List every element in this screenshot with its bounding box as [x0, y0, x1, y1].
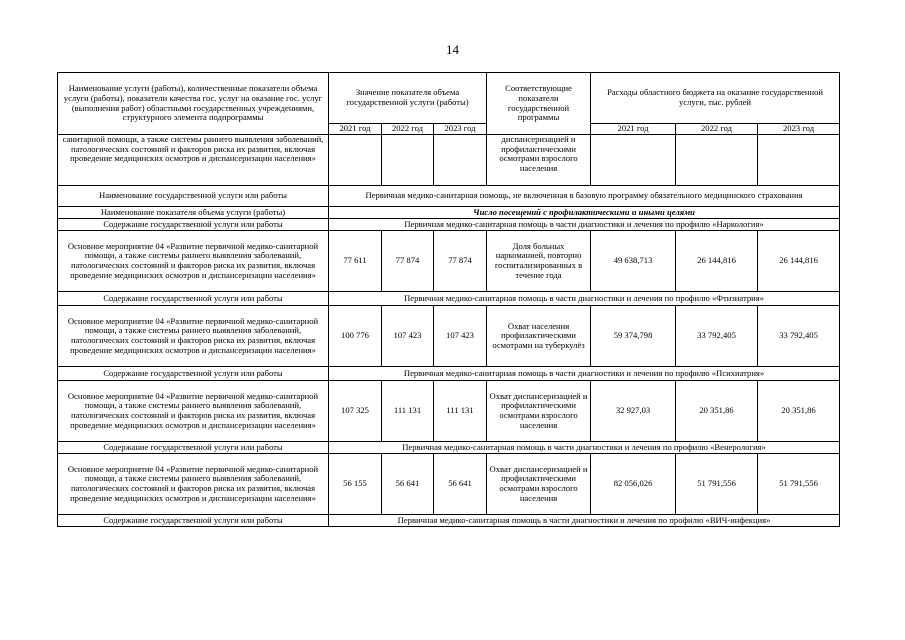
value-2023: 107 423 [434, 306, 487, 367]
indicator-name-row [58, 207, 840, 219]
event-row [58, 231, 840, 292]
empty-cell [329, 135, 382, 186]
content-row [58, 367, 840, 381]
value-2022: 56 641 [382, 454, 434, 515]
header-program-cell: Соответствующие показатели государственной программы [487, 73, 591, 135]
budget-table [57, 72, 840, 527]
content-value: Первичная медико-санитарная помощь в части диагностики и лечения по профилю «Наркология» [329, 219, 840, 231]
event-name: Основное мероприятие 04 «Развитие первичной медико-санитарной помощи, а также системы раннего выявления заболеваний, патологических состояний и факторов риска их развития, включая проведение медицинских осмотров и диспансеризации населения» [58, 306, 329, 367]
event-name: Основное мероприятие 04 «Развитие первичной медико-санитарной помощи, а также системы раннего выявления заболеваний, патологических состояний и факторов риска их развития, включая проведение медицинских осмотров и диспансеризации населения» [58, 231, 329, 292]
indicator-name-value: Число посещений с профилактическими и иными целями [329, 207, 840, 219]
content-row [58, 219, 840, 231]
year-2022: 2022 год [382, 124, 434, 135]
value-2023: 77 874 [434, 231, 487, 292]
program-indicator: Доля больных наркоманией, повторно госпитализированных в течение года [487, 231, 591, 292]
content-label: Содержание государственной услуги или работы [58, 292, 329, 306]
budget-2023: 33 792,405 [758, 306, 840, 367]
header-value-cell: Значение показателя объема государственной услуги (работы) [329, 73, 487, 124]
service-name-value: Первичная медико-санитарная помощь, не включенная в базовую программу обязательного медицинского страхования [329, 186, 840, 207]
content-label: Содержание государственной услуги или работы [58, 515, 329, 527]
content-value: Первичная медико-санитарная помощь в части диагностики и лечения по профилю «Венерология» [329, 442, 840, 454]
content-value: Первичная медико-санитарная помощь в части диагностики и лечения по профилю «Психиатрия» [329, 367, 840, 381]
value-2023: 111 131 [434, 381, 487, 442]
budget-year-2021: 2021 год [591, 124, 676, 135]
budget-year-2022: 2022 год [676, 124, 758, 135]
continuation-row [58, 135, 840, 186]
header-name-cell: Наименование услуги (работы), количественные показатели объема услуги (работы), показатели качества гос. услуг на оказание гос. услуг (выполнения работ) областными государственных учреждениями, структурного элемента подпрограммы [58, 73, 329, 135]
content-label: Содержание государственной услуги или работы [58, 442, 329, 454]
program-indicator: Охват населения профилактическими осмотрами на туберкулёз [487, 306, 591, 367]
value-2022: 111 131 [382, 381, 434, 442]
content-row [58, 292, 840, 306]
budget-2021: 82 056,026 [591, 454, 676, 515]
event-name: Основное мероприятие 04 «Развитие первичной медико-санитарной помощи, а также системы раннего выявления заболеваний, патологических состояний и факторов риска их развития, включая проведение медицинских осмотров и диспансеризации населения» [58, 381, 329, 442]
value-2021: 77 611 [329, 231, 382, 292]
value-2022: 77 874 [382, 231, 434, 292]
continuation-indicator: диспансеризацией и профилактическими осмотрами взрослого населения [487, 135, 591, 186]
service-name-row [58, 186, 840, 207]
content-row [58, 515, 840, 527]
year-2021: 2021 год [329, 124, 382, 135]
value-2021: 107 325 [329, 381, 382, 442]
empty-cell [758, 135, 840, 186]
service-name-label: Наименование государственной услуги или работы [58, 186, 329, 207]
event-row [58, 381, 840, 442]
indicator-name-label: Наименование показателя объема услуги (работы) [58, 207, 329, 219]
budget-2022: 51 791,556 [676, 454, 758, 515]
budget-2023: 20 351,86 [758, 381, 840, 442]
value-2023: 56 641 [434, 454, 487, 515]
budget-2021: 49 638,713 [591, 231, 676, 292]
year-2023: 2023 год [434, 124, 487, 135]
budget-2022: 33 792,405 [676, 306, 758, 367]
event-row [58, 306, 840, 367]
budget-2023: 26 144,816 [758, 231, 840, 292]
program-indicator: Охват диспансеризацией и профилактическими осмотрами взрослого населения [487, 454, 591, 515]
empty-cell [434, 135, 487, 186]
budget-2023: 51 791,556 [758, 454, 840, 515]
budget-2022: 20 351,86 [676, 381, 758, 442]
event-row [58, 454, 840, 515]
content-row [58, 442, 840, 454]
value-2021: 56 155 [329, 454, 382, 515]
empty-cell [382, 135, 434, 186]
value-2021: 100 776 [329, 306, 382, 367]
content-label: Содержание государственной услуги или работы [58, 367, 329, 381]
header-budget-cell: Расходы областного бюджета на оказание государственной услуги, тыс. рублей [591, 73, 840, 124]
empty-cell [676, 135, 758, 186]
content-label: Содержание государственной услуги или работы [58, 219, 329, 231]
content-value: Первичная медико-санитарная помощь в части диагностики и лечения по профилю «ВИЧ-инфекция» [329, 515, 840, 527]
budget-year-2023: 2023 год [758, 124, 840, 135]
header-row [58, 73, 840, 124]
budget-2021: 32 927,03 [591, 381, 676, 442]
value-2022: 107 423 [382, 306, 434, 367]
budget-2021: 59 374,798 [591, 306, 676, 367]
budget-2022: 26 144,816 [676, 231, 758, 292]
content-value: Первичная медико-санитарная помощь в части диагностики и лечения по профилю «Фтизиатрия» [329, 292, 840, 306]
page-number: 14 [446, 42, 459, 57]
empty-cell [591, 135, 676, 186]
continuation-name: санитарной помощи, а также системы раннего выявления заболеваний, патологических состояний и факторов риска их развития, включая проведение медицинских осмотров и диспансеризации населения» [58, 135, 329, 186]
event-name: Основное мероприятие 04 «Развитие первичной медико-санитарной помощи, а также системы раннего выявления заболеваний, патологических состояний и факторов риска их развития, включая проведение медицинских осмотров и диспансеризации населения» [58, 454, 329, 515]
program-indicator: Охват диспансеризацией и профилактическими осмотрами взрослого населения [487, 381, 591, 442]
